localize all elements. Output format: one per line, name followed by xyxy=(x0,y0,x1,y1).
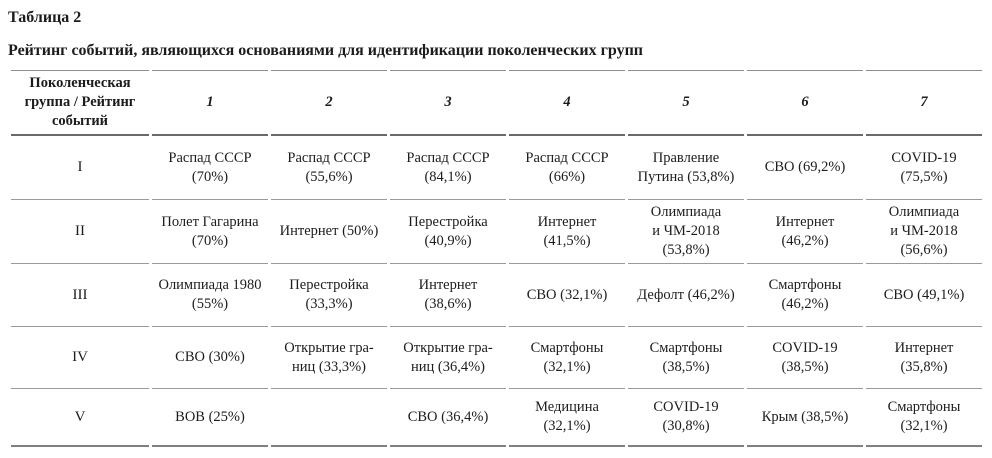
event-cell: Интернет (41,5%) xyxy=(509,200,625,264)
event-cell: СВО (30%) xyxy=(152,327,268,389)
event-cell: СВО (69,2%) xyxy=(747,136,863,200)
table-title: Рейтинг событий, являющихся основаниями для идентификации поколенческих групп xyxy=(8,42,643,59)
header-rank-2: 2 xyxy=(271,70,387,136)
event-cell: Открытие гра-ниц (33,3%) xyxy=(271,327,387,389)
group-cell: II xyxy=(11,200,149,264)
event-cell: COVID-19 (38,5%) xyxy=(747,327,863,389)
event-cell xyxy=(271,389,387,447)
header-rank-4: 4 xyxy=(509,70,625,136)
table-row-group-2 xyxy=(11,200,982,264)
header-rank-5: 5 xyxy=(628,70,744,136)
event-cell: Смартфоны (46,2%) xyxy=(747,264,863,327)
group-cell: III xyxy=(11,264,149,327)
event-cell: Медицина (32,1%) xyxy=(509,389,625,447)
group-cell: V xyxy=(11,389,149,447)
table-number-label: Таблица 2 xyxy=(8,9,82,26)
header-rank-3: 3 xyxy=(390,70,506,136)
header-rank-7: 7 xyxy=(866,70,982,136)
events-rating-table xyxy=(8,70,985,447)
table-row-group-3 xyxy=(11,264,982,327)
header-row xyxy=(11,70,982,136)
event-cell: Открытие гра-ниц (36,4%) xyxy=(390,327,506,389)
event-cell: Правление Путина (53,8%) xyxy=(628,136,744,200)
header-rank-6: 6 xyxy=(747,70,863,136)
group-cell: IV xyxy=(11,327,149,389)
event-cell: Смартфоны (38,5%) xyxy=(628,327,744,389)
event-cell: Распад СССР (66%) xyxy=(509,136,625,200)
event-cell: Интернет (46,2%) xyxy=(747,200,863,264)
event-cell: ВОВ (25%) xyxy=(152,389,268,447)
group-cell: I xyxy=(11,136,149,200)
event-cell: Распад СССР (84,1%) xyxy=(390,136,506,200)
event-cell: COVID-19 (30,8%) xyxy=(628,389,744,447)
event-cell: Смартфоны (32,1%) xyxy=(866,389,982,447)
event-cell: Распад СССР (70%) xyxy=(152,136,268,200)
event-cell: COVID-19 (75,5%) xyxy=(866,136,982,200)
event-cell: СВО (49,1%) xyxy=(866,264,982,327)
event-cell: Смартфоны (32,1%) xyxy=(509,327,625,389)
event-cell: Интернет (35,8%) xyxy=(866,327,982,389)
table-row-group-4 xyxy=(11,327,982,389)
event-cell: Дефолт (46,2%) xyxy=(628,264,744,327)
event-cell: Олимпиада 1980 (55%) xyxy=(152,264,268,327)
event-cell: Перестройка (33,3%) xyxy=(271,264,387,327)
header-group-column: Поколенческая группа / Рейтинг событий xyxy=(11,70,149,136)
header-rank-1: 1 xyxy=(152,70,268,136)
event-cell: Олимпиада и ЧМ-2018 (53,8%) xyxy=(628,200,744,264)
event-cell: Распад СССР (55,6%) xyxy=(271,136,387,200)
table-row-group-1 xyxy=(11,136,982,200)
event-cell: СВО (36,4%) xyxy=(390,389,506,447)
event-cell: Интернет (50%) xyxy=(271,200,387,264)
event-cell: СВО (32,1%) xyxy=(509,264,625,327)
event-cell: Олимпиада и ЧМ-2018 (56,6%) xyxy=(866,200,982,264)
event-cell: Перестройка (40,9%) xyxy=(390,200,506,264)
table-row-group-5 xyxy=(11,389,982,447)
event-cell: Интернет (38,6%) xyxy=(390,264,506,327)
event-cell: Полет Гагарина (70%) xyxy=(152,200,268,264)
event-cell: Крым (38,5%) xyxy=(747,389,863,447)
